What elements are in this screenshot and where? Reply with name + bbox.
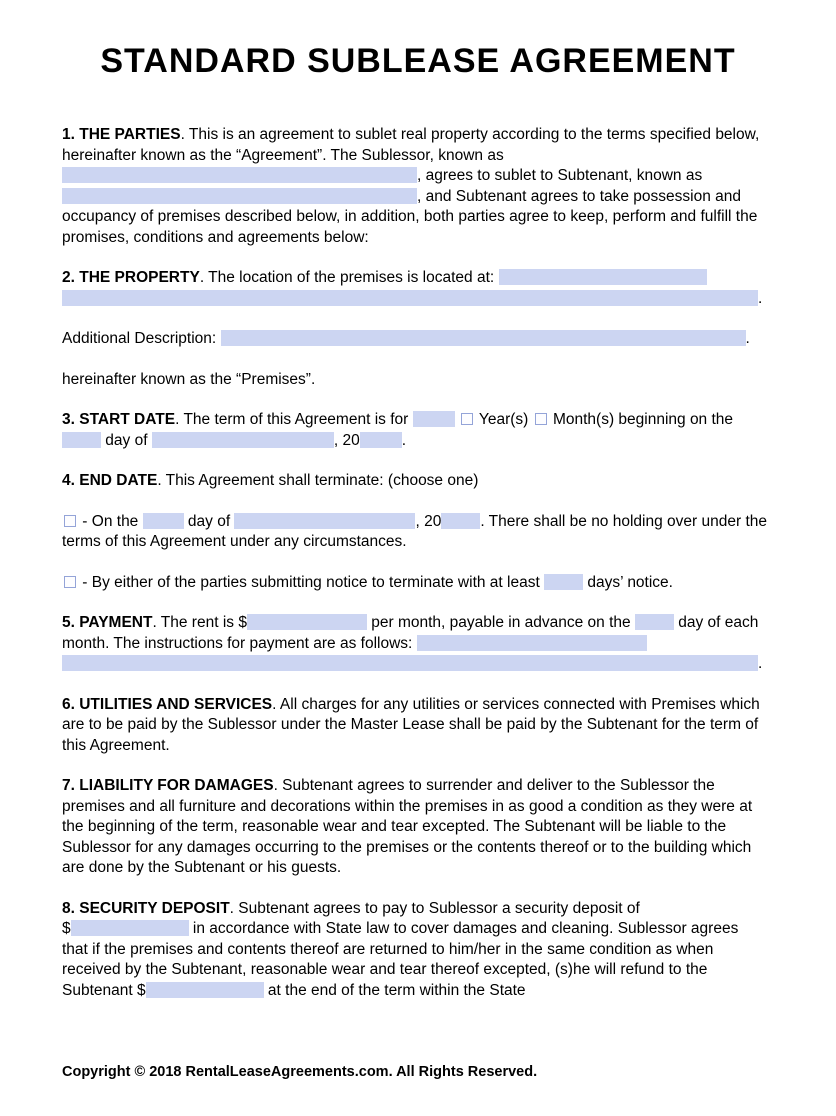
body-text [455,411,459,428]
premises-note-line [62,370,768,391]
body-text: Year(s) [474,411,533,428]
refund-amount-field-group: $ [137,982,264,999]
section-5-payment [62,613,768,675]
section-7-heading: 7. LIABILITY FOR DAMAGES [62,777,274,794]
notice-days-field[interactable] [544,574,583,590]
additional-description-line [62,329,768,350]
body-text: - On the [78,512,143,530]
rent-amount-field[interactable] [247,614,367,630]
body-text: . The rent is [152,614,239,631]
body-text: - By either of the parties submitting notice to terminate with at least [78,573,545,591]
body-text: . The term of this Agreement is for [175,411,413,428]
body-text: per month, payable in advance on the [366,614,635,631]
section-8-heading: 8. SECURITY DEPOSIT [62,899,230,917]
start-year-field[interactable] [360,432,402,448]
body-text: . Subtenant agrees to surrender and deliver to the Sublessor the premises and all furniture and decorations within the premises in as good a condition as they were at the beginning of the term, reasonable wear and tear excepted. The Subtenant will be liable to the Sublessor for any damages occurring to the premises or the contents thereof or to the building which are done by the Subtenant or his guests. [62,777,753,876]
refund-amount-field[interactable] [146,982,264,998]
sublessor-name-field[interactable] [62,167,417,183]
payment-day-field[interactable] [635,614,674,630]
months-checkbox[interactable] [535,413,547,425]
end-year-field[interactable] [441,513,480,529]
section-7-liability [62,776,768,879]
body-text: . This Agreement shall terminate: (choose one) [157,472,479,489]
section-2-property [62,268,768,309]
body-text: . There shall be no holding over under the terms of this Agreement under any circumstances. [62,512,767,550]
body-text: , agrees to sublet to Subtenant, known as [417,167,703,184]
rent-amount-field-group: $ [238,614,367,631]
section-6-heading: 6. UTILITIES AND SERVICES [62,695,273,713]
end-day-field[interactable] [143,513,184,529]
section-3-heading: 3. START DATE [62,411,176,428]
body-text: at the end of the term within the State [263,981,526,999]
subtenant-name-field[interactable] [62,188,417,204]
body-text: . This is an agreement to sublet real property according to the terms specified below, hereinafter known as the “Agreement”. The Sublessor, known as [62,126,760,164]
end-notice-checkbox[interactable] [64,576,76,588]
body-text: Additional Description: [62,330,221,347]
payment-instructions-field-line-2[interactable] [62,655,758,671]
section-1-parties [62,125,768,248]
deposit-amount-field-group: $ [62,920,189,937]
body-text: hereinafter known as the “Premises”. [62,370,316,388]
body-text: . [401,431,407,449]
end-month-field[interactable] [234,513,415,529]
body-text: Month(s) beginning on the [548,411,734,428]
section-5-heading: 5. PAYMENT [62,614,153,631]
body-text: day of [101,431,152,449]
deposit-amount-field[interactable] [71,920,189,936]
body-text: days’ notice. [583,573,673,591]
section-4-heading: 4. END DATE [62,472,158,489]
body-text: . Subtenant agrees to pay to Sublessor a security deposit of [229,899,640,917]
body-text: , 20 [333,431,360,449]
premises-address-field-line-1[interactable] [499,269,707,285]
document-body [62,125,768,1001]
body-text: . The location of the premises is located at: [199,269,499,286]
body-text: . [758,655,763,672]
body-text: . [745,330,750,347]
section-2-heading: 2. THE PROPERTY [62,269,200,286]
premises-address-field-line-2[interactable] [62,290,758,306]
start-month-field[interactable] [152,432,334,448]
end-fixed-date-checkbox[interactable] [64,515,76,527]
section-8-security-deposit [62,899,768,1002]
body-text: , 20 [415,512,442,530]
copyright-footer: Copyright © 2018 RentalLeaseAgreements.com. All Rights Reserved. [62,1064,538,1080]
start-day-field[interactable] [62,432,101,448]
years-checkbox[interactable] [461,413,473,425]
section-6-utilities [62,695,768,757]
end-date-option-fixed [62,512,768,553]
section-4-end-date [62,471,768,492]
body-text: day of each month. The instructions for payment are as follows: [62,614,759,652]
section-1-heading: 1. THE PARTIES [62,126,181,143]
payment-instructions-field-line-1[interactable] [417,635,647,651]
body-text: . All charges for any utilities or services connected with Premises which are to be paid by the Sublessor under the Master Lease shall be paid by the Subtenant for the term of this Agreement. [62,695,760,754]
body-text: . [758,289,763,307]
end-date-option-notice [62,573,768,594]
document-title: STANDARD SUBLEASE AGREEMENT [100,42,736,80]
additional-description-field[interactable] [221,330,746,346]
body-text: day of [183,512,235,530]
body-text: , and Subtenant agrees to take possession and occupancy of premises described below, in addition, both parties agree to keep, perform and fulfill the promises, conditions and agreements below: [62,187,758,246]
body-text: in accordance with State law to cover damages and cleaning. Sublessor agrees that if the premises and contents thereof are returned to him/her in the same condition as when received by the Subtenant, reasonable wear and tear thereof excepted, (s)he will refund to the Subtenant [62,920,739,999]
section-3-start-date [62,410,768,451]
term-length-field[interactable] [413,411,455,427]
